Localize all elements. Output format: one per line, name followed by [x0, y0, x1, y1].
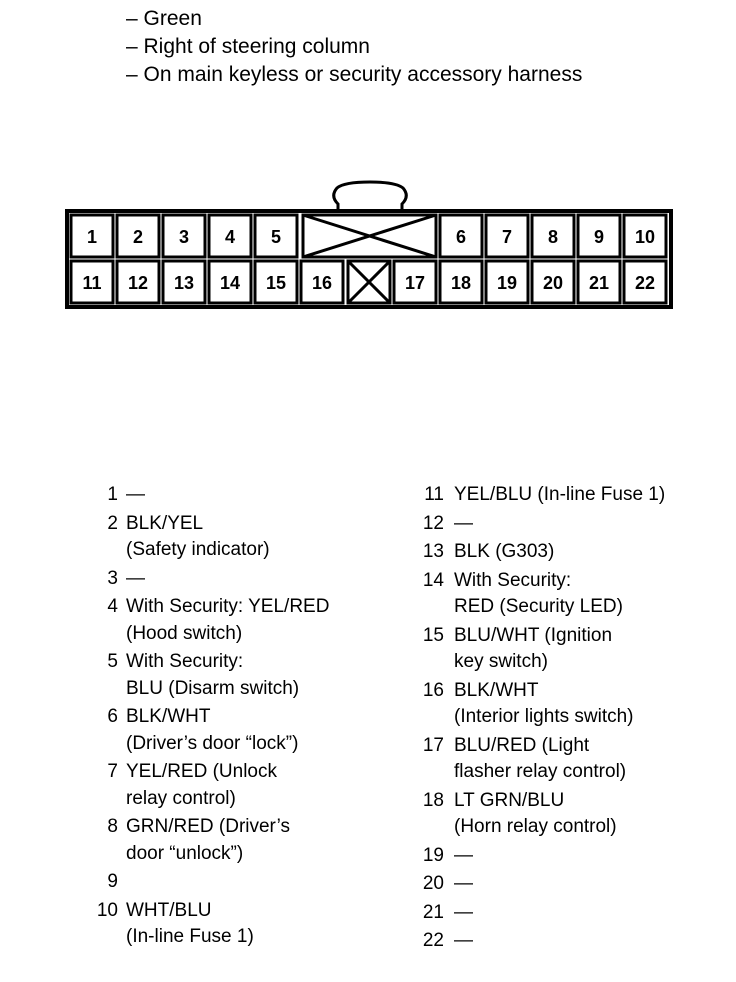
- pin-number: 2: [132, 227, 144, 247]
- pin-legend-number: 17: [422, 734, 444, 756]
- description-location: – Right of steering column: [126, 35, 370, 58]
- pin-wire-description: —: [454, 873, 473, 894]
- connector-latch: [334, 182, 407, 211]
- pin-legend-description: [454, 788, 617, 841]
- pin-wire-description: GRN/RED (Driver’s: [126, 816, 290, 837]
- pin-legend-description: [454, 733, 626, 786]
- pin-wire-description: relay control): [126, 787, 236, 809]
- description-harness: – On main keyless or security accessory harness: [126, 63, 583, 86]
- pin-number: 16: [311, 273, 333, 293]
- pin-number: 7: [501, 227, 513, 247]
- pin-wire-description: (In-line Fuse 1): [126, 926, 254, 947]
- pin-legend-number: 16: [422, 679, 444, 701]
- pin-legend-row: [412, 539, 665, 566]
- pin-legend-description: [454, 900, 473, 927]
- pin-legend-row: [412, 568, 665, 621]
- pin-number: 19: [496, 273, 518, 293]
- pin-legend-row: [80, 649, 329, 702]
- description-color: – Green: [126, 7, 202, 30]
- pin-legend-description: [126, 566, 145, 593]
- pin-wire-description: BLK/WHT: [126, 706, 211, 727]
- pin-legend-description: [126, 649, 299, 702]
- pin-number: 5: [270, 227, 282, 247]
- pin-wire-description: WHT/BLU: [126, 899, 212, 921]
- pin-wire-description: key switch): [454, 651, 548, 672]
- pin-legend-row: [412, 871, 665, 898]
- pin-legend-number: 18: [422, 789, 444, 811]
- pin-legend-number: 11: [424, 484, 444, 505]
- pin-legend-row: [80, 566, 329, 593]
- pin-legend-description: [454, 623, 612, 676]
- pin-legend-description: [454, 843, 473, 870]
- pin-legend-number: 3: [107, 567, 118, 589]
- pin-legend-row: [412, 623, 665, 676]
- pin-wire-description: (Hood switch): [126, 622, 243, 644]
- pin-wire-description: With Security:: [126, 651, 244, 672]
- pin-legend-description: [454, 568, 623, 621]
- pin-legend-number: 12: [422, 512, 444, 534]
- pin-number: 21: [588, 273, 610, 293]
- pin-number: 22: [634, 273, 656, 293]
- pin-wire-description: flasher relay control): [454, 761, 627, 782]
- pin-number: 14: [219, 273, 241, 293]
- pin-wire-description: (Driver’s door “lock”): [126, 732, 299, 754]
- pin-legend-row: [80, 869, 329, 896]
- pin-legend-row: [80, 898, 329, 951]
- pin-number: 15: [265, 273, 287, 293]
- connector-diagram: [0, 0, 736, 330]
- pin-legend-description: [454, 928, 473, 955]
- pin-number: 17: [404, 273, 426, 293]
- pin-wire-description: (Horn relay control): [454, 816, 617, 837]
- pin-legend-number: 21: [422, 901, 444, 923]
- pin-legend-description: [454, 511, 473, 538]
- pin-wire-description: LT GRN/BLU: [454, 789, 565, 811]
- pin-wire-description: —: [454, 844, 473, 866]
- pin-number: 3: [178, 227, 190, 247]
- pin-wire-description: YEL/RED (Unlock: [126, 761, 277, 782]
- pin-wire-description: BLU/WHT (Ignition: [454, 624, 613, 646]
- pin-legend-row: [80, 511, 329, 564]
- pin-legend-description: [454, 482, 665, 509]
- pin-legend-description: [126, 704, 298, 757]
- pin-number: 13: [173, 273, 195, 293]
- pin-legend-number: 2: [107, 512, 118, 534]
- pin-legend-number: 15: [422, 624, 444, 646]
- pin-legend-row: [412, 788, 665, 841]
- pin-wire-description: —: [126, 484, 145, 505]
- pin-number: 9: [593, 227, 605, 247]
- pin-legend-description: [126, 482, 145, 509]
- pin-wire-description: BLU/RED (Light: [454, 734, 590, 756]
- pin-legend-row: [412, 928, 665, 955]
- pin-number: 10: [634, 227, 656, 247]
- pin-wire-description: With Security:: [454, 569, 572, 591]
- pin-number: 11: [82, 273, 102, 293]
- pin-legend-right: [412, 482, 665, 955]
- pin-wire-description: [126, 869, 131, 896]
- pin-number: 18: [450, 273, 472, 293]
- pin-legend-row: [80, 814, 329, 867]
- pin-legend-row: [412, 482, 665, 509]
- pin-legend-description: [454, 539, 554, 566]
- pin-legend-number: 6: [107, 706, 118, 727]
- pin-legend-number: 19: [422, 844, 444, 866]
- pin-number: 8: [547, 227, 559, 247]
- pin-wire-description: BLK/WHT: [454, 679, 539, 701]
- pin-number: 1: [86, 227, 98, 247]
- pin-wire-description: —: [454, 512, 473, 534]
- pin-legend-number: 1: [107, 484, 118, 505]
- pin-wire-description: —: [126, 567, 145, 589]
- pin-legend-number: 14: [422, 569, 444, 591]
- pin-wire-description: BLK (G303): [454, 541, 555, 562]
- pin-wire-description: RED (Security LED): [454, 596, 623, 617]
- blocked-cavity-top: [303, 215, 436, 257]
- pin-wire-description: YEL/BLU (In-line Fuse 1): [454, 484, 666, 505]
- pin-legend-description: [126, 759, 277, 812]
- pin-legend-number: 9: [107, 871, 118, 892]
- pin-legend-description: [126, 814, 290, 867]
- pin-wire-description: —: [454, 930, 473, 951]
- pin-number: 4: [224, 227, 236, 247]
- pin-wire-description: BLK/YEL: [126, 512, 204, 534]
- pin-wire-description: (Interior lights switch): [454, 706, 634, 727]
- pin-legend-description: [126, 594, 329, 647]
- pin-legend-row: [412, 511, 665, 538]
- pin-legend-number: 22: [422, 930, 444, 951]
- pin-legend-number: 7: [107, 761, 118, 782]
- pin-legend-left: [80, 482, 329, 951]
- pin-legend-row: [412, 843, 665, 870]
- pin-number: 12: [127, 273, 149, 293]
- pin-legend-description: [126, 898, 254, 951]
- pin-wire-description: door “unlock”): [126, 842, 244, 864]
- pin-number: 20: [542, 273, 564, 293]
- pin-legend-row: [80, 759, 329, 812]
- pin-legend-row: [80, 594, 329, 647]
- pin-legend-description: [454, 678, 634, 731]
- pin-legend-description: [126, 511, 270, 564]
- blocked-cavity-bottom: [348, 261, 390, 303]
- pin-legend-row: [412, 900, 665, 927]
- pin-legend-row: [412, 733, 665, 786]
- pin-legend-number: 4: [107, 596, 118, 617]
- pin-legend-description: [126, 869, 131, 896]
- pin-legend-row: [80, 704, 329, 757]
- pin-number: 6: [455, 227, 467, 247]
- pin-legend-number: 20: [422, 873, 444, 894]
- pin-wire-description: With Security: YEL/RED: [126, 596, 330, 617]
- pin-legend-row: [80, 482, 329, 509]
- pin-legend-row: [412, 678, 665, 731]
- pin-wire-description: —: [454, 901, 473, 923]
- pin-legend-description: [454, 871, 473, 898]
- pin-legend-number: 13: [422, 541, 444, 562]
- pin-legend-number: 8: [107, 816, 118, 837]
- pin-legend-number: 5: [107, 651, 118, 672]
- pin-wire-description: BLU (Disarm switch): [126, 677, 300, 699]
- pin-wire-description: (Safety indicator): [126, 539, 270, 560]
- pin-legend-number: 10: [96, 899, 118, 921]
